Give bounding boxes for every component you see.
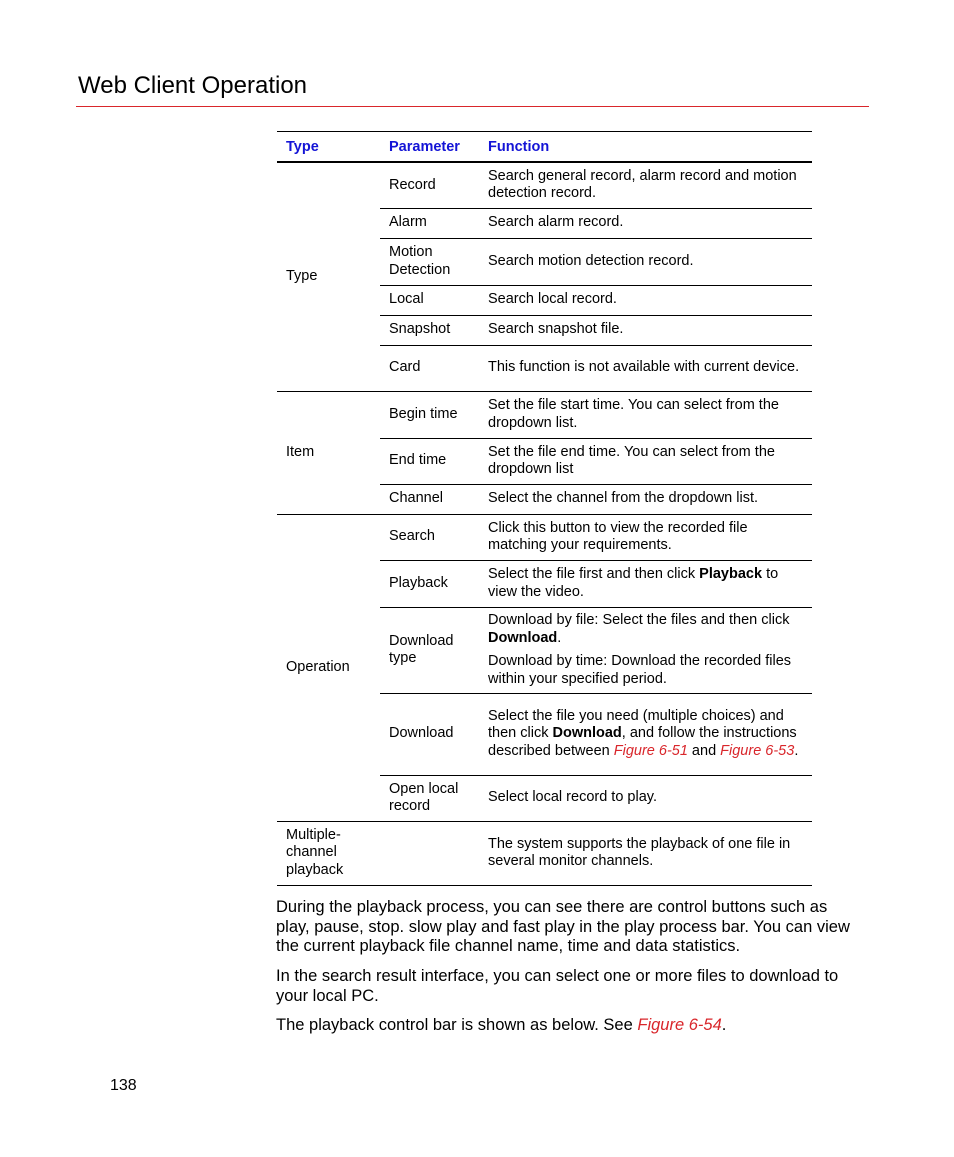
body-paragraph-playback-controls: During the playback process, you can see there are control buttons such as play, pause, stop. slow play and fast play in the play process bar. You can view the current playback file channel name, time and data statistics.	[276, 898, 850, 955]
title-rule	[76, 106, 869, 107]
page-title: Web Client Operation	[78, 72, 308, 99]
function-text: Select the file first and then click	[488, 566, 700, 582]
parameter-table	[277, 131, 812, 886]
function-text: .	[557, 629, 562, 646]
function-cell: This function is not available with current device.	[479, 345, 812, 391]
page-number: 138	[110, 1077, 137, 1094]
function-cell: The system supports the playback of one file in several monitor channels.	[479, 821, 812, 885]
body-paragraph-download: In the search result interface, you can select one or more files to download to your local PC.	[276, 967, 839, 1005]
function-text: Select the file you need (multiple choices) and then click	[488, 707, 784, 742]
body-text: The playback control bar is shown as below. See	[276, 1016, 638, 1034]
param-cell: Download	[380, 693, 479, 775]
figure-link[interactable]: Figure 6-53	[720, 742, 795, 759]
function-cell: Search general record, alarm record and motion detection record.	[479, 162, 812, 208]
column-header-function: Function	[479, 132, 812, 163]
function-cell	[479, 607, 812, 693]
type-cell-type: Type	[277, 162, 380, 391]
figure-link[interactable]: Figure 6-51	[613, 742, 688, 759]
param-cell: Card	[380, 345, 479, 391]
function-cell: Select the channel from the dropdown list.	[479, 484, 812, 514]
table-row	[277, 821, 812, 885]
function-cell: Set the file end time. You can select from the dropdown list	[479, 438, 812, 484]
param-cell: End time	[380, 438, 479, 484]
function-paragraph: Download by time: Download the recorded files within your specified period.	[488, 653, 792, 687]
function-text: , and follow the instructions described between	[488, 725, 797, 759]
playback-keyword: Playback	[699, 566, 763, 582]
function-cell	[479, 560, 812, 607]
param-cell: Alarm	[380, 208, 479, 238]
table-row	[277, 391, 812, 438]
function-cell: Search alarm record.	[479, 208, 812, 238]
table-row	[277, 162, 812, 208]
function-cell: Click this button to view the recorded file matching your requirements.	[479, 514, 812, 560]
function-paragraph	[488, 612, 806, 647]
function-text: to view the video.	[488, 566, 779, 600]
function-cell	[479, 693, 812, 775]
param-cell: Download type	[380, 607, 479, 693]
column-header-parameter: Parameter	[380, 132, 479, 163]
table-row	[277, 514, 812, 560]
download-keyword: Download	[552, 725, 622, 742]
type-cell-multiple-channel-playback: Multiple-channel playback	[277, 821, 380, 885]
param-cell: Search	[380, 514, 479, 560]
function-cell: Select local record to play.	[479, 775, 812, 821]
type-cell-item: Item	[277, 391, 380, 514]
body-paragraph-control-bar	[276, 1016, 851, 1036]
param-cell: Open local record	[380, 775, 479, 821]
body-text: .	[721, 1016, 727, 1034]
param-cell: Channel	[380, 484, 479, 514]
param-cell: Snapshot	[380, 315, 479, 345]
param-cell: Local	[380, 285, 479, 315]
function-cell: Search motion detection record.	[479, 238, 812, 285]
column-header-type: Type	[277, 132, 380, 163]
function-text: and	[687, 742, 721, 759]
type-cell-operation: Operation	[277, 514, 380, 821]
figure-link[interactable]: Figure 6-54	[637, 1016, 722, 1034]
param-cell: Record	[380, 162, 479, 208]
function-cell: Search local record.	[479, 285, 812, 315]
param-cell: Begin time	[380, 391, 479, 438]
param-cell: Playback	[380, 560, 479, 607]
param-cell	[380, 821, 479, 885]
function-text: Download by file: Select the files and then click	[488, 612, 790, 628]
table-header-row	[277, 132, 812, 163]
param-cell: Motion Detection	[380, 238, 479, 285]
function-text: .	[794, 742, 799, 759]
function-cell: Set the file start time. You can select from the dropdown list.	[479, 391, 812, 438]
function-cell: Search snapshot file.	[479, 315, 812, 345]
download-keyword: Download	[488, 629, 558, 646]
